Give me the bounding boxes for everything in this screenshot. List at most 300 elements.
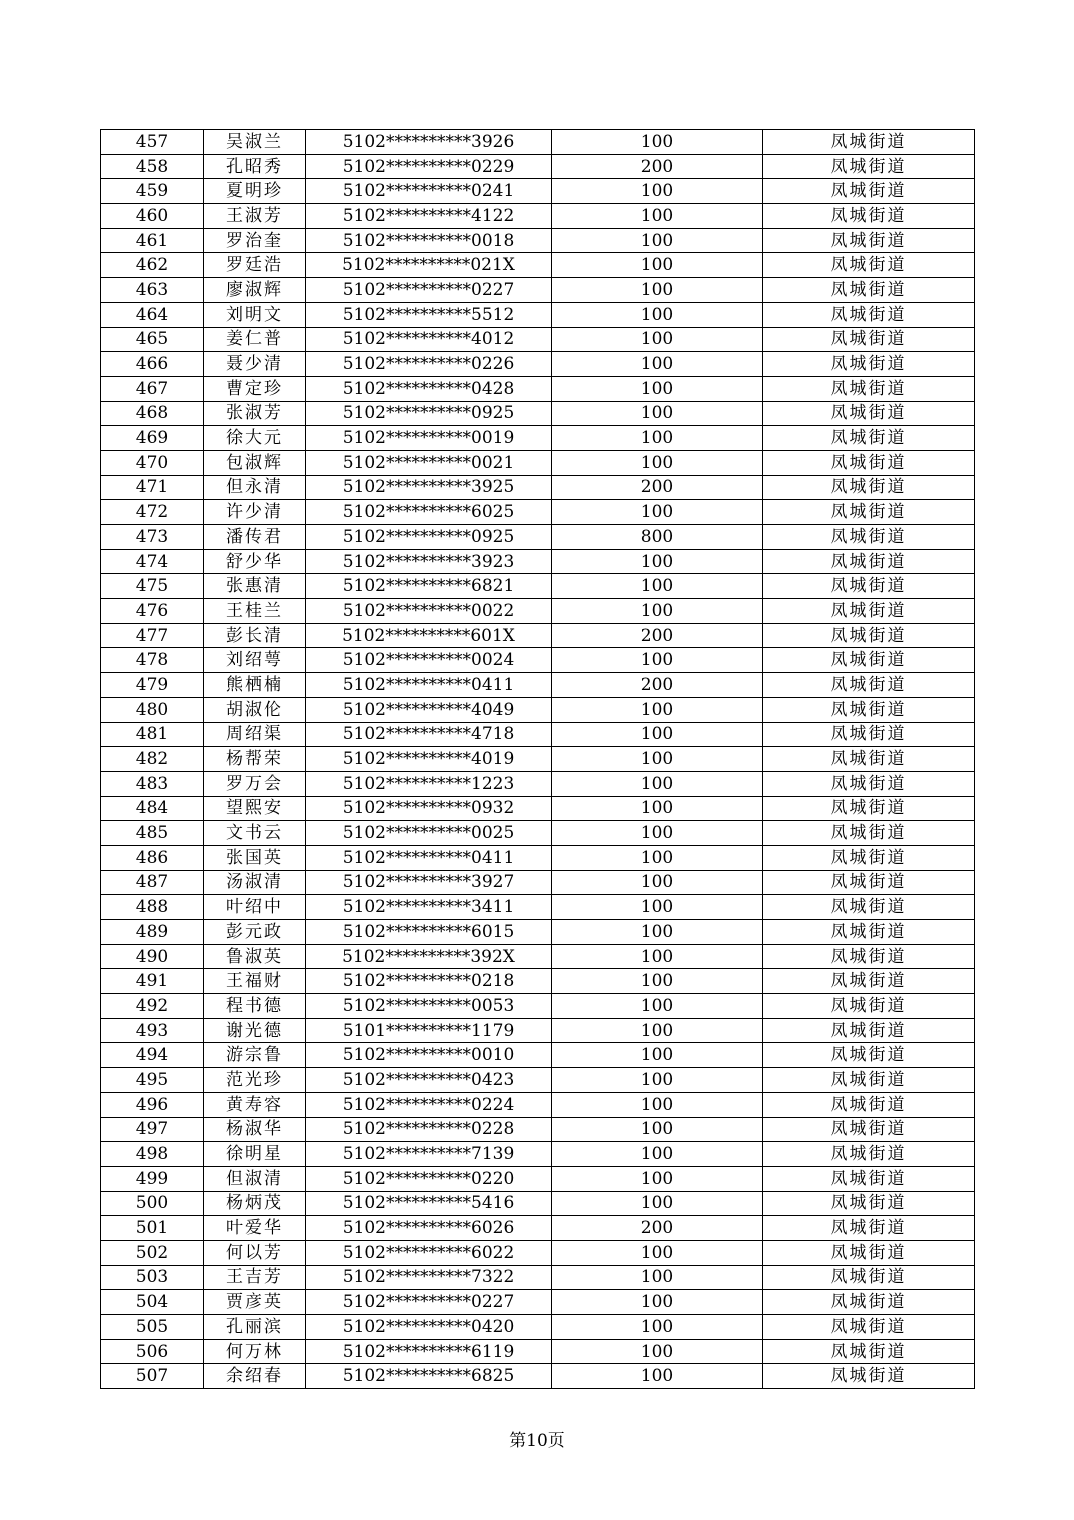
- table-row: [101, 648, 975, 673]
- amount-cell: 100: [552, 895, 763, 920]
- amount-cell: 100: [552, 1142, 763, 1167]
- amount-cell: 100: [552, 920, 763, 945]
- row-number-cell: 481: [101, 722, 204, 747]
- amount-cell: 100: [552, 722, 763, 747]
- id-number-cell: 5102**********601X: [306, 623, 552, 648]
- table-row: [101, 154, 975, 179]
- name-cell: 望熙安: [204, 796, 306, 821]
- street-cell: 凤城街道: [763, 525, 975, 550]
- street-cell: 凤城街道: [763, 401, 975, 426]
- name-cell: 张淑芳: [204, 401, 306, 426]
- name-cell: 曹定珍: [204, 376, 306, 401]
- name-cell: 吴淑兰: [204, 130, 306, 155]
- name-cell: 包淑辉: [204, 450, 306, 475]
- amount-cell: 200: [552, 475, 763, 500]
- row-number-cell: 505: [101, 1315, 204, 1340]
- id-number-cell: 5102**********6821: [306, 574, 552, 599]
- row-number-cell: 471: [101, 475, 204, 500]
- name-cell: 罗万会: [204, 771, 306, 796]
- table-row: [101, 130, 975, 155]
- row-number-cell: 497: [101, 1117, 204, 1142]
- row-number-cell: 460: [101, 204, 204, 229]
- id-number-cell: 5102**********0423: [306, 1068, 552, 1093]
- street-cell: 凤城街道: [763, 697, 975, 722]
- street-cell: 凤城街道: [763, 450, 975, 475]
- amount-cell: 100: [552, 599, 763, 624]
- amount-cell: 100: [552, 796, 763, 821]
- table-row: [101, 549, 975, 574]
- street-cell: 凤城街道: [763, 1290, 975, 1315]
- street-cell: 凤城街道: [763, 1043, 975, 1068]
- row-number-cell: 502: [101, 1240, 204, 1265]
- amount-cell: 100: [552, 747, 763, 772]
- amount-cell: 100: [552, 821, 763, 846]
- street-cell: 凤城街道: [763, 1166, 975, 1191]
- amount-cell: 200: [552, 623, 763, 648]
- table-row: [101, 599, 975, 624]
- name-cell: 谢光德: [204, 1018, 306, 1043]
- name-cell: 孔丽滨: [204, 1315, 306, 1340]
- row-number-cell: 492: [101, 994, 204, 1019]
- id-number-cell: 5102**********0226: [306, 352, 552, 377]
- table-row: [101, 994, 975, 1019]
- id-number-cell: 5102**********4718: [306, 722, 552, 747]
- id-number-cell: 5102**********3926: [306, 130, 552, 155]
- street-cell: 凤城街道: [763, 1068, 975, 1093]
- name-cell: 何以芳: [204, 1240, 306, 1265]
- id-number-cell: 5102**********0018: [306, 228, 552, 253]
- amount-cell: 100: [552, 1290, 763, 1315]
- id-number-cell: 5102**********4012: [306, 327, 552, 352]
- street-cell: 凤城街道: [763, 253, 975, 278]
- row-number-cell: 482: [101, 747, 204, 772]
- amount-cell: 100: [552, 426, 763, 451]
- table-row: [101, 278, 975, 303]
- amount-cell: 100: [552, 450, 763, 475]
- table-row: [101, 771, 975, 796]
- table-row: [101, 1240, 975, 1265]
- table-row: [101, 1339, 975, 1364]
- id-number-cell: 5102**********6025: [306, 500, 552, 525]
- name-cell: 但淑清: [204, 1166, 306, 1191]
- amount-cell: 100: [552, 549, 763, 574]
- row-number-cell: 463: [101, 278, 204, 303]
- table-row: [101, 525, 975, 550]
- amount-cell: 100: [552, 204, 763, 229]
- name-cell: 徐大元: [204, 426, 306, 451]
- id-number-cell: 5102**********0010: [306, 1043, 552, 1068]
- row-number-cell: 494: [101, 1043, 204, 1068]
- amount-cell: 100: [552, 130, 763, 155]
- id-number-cell: 5102**********0227: [306, 278, 552, 303]
- row-number-cell: 469: [101, 426, 204, 451]
- id-number-cell: 5102**********4049: [306, 697, 552, 722]
- id-number-cell: 5102**********5512: [306, 302, 552, 327]
- row-number-cell: 461: [101, 228, 204, 253]
- street-cell: 凤城街道: [763, 895, 975, 920]
- id-number-cell: 5102**********0228: [306, 1117, 552, 1142]
- table-row: [101, 673, 975, 698]
- row-number-cell: 479: [101, 673, 204, 698]
- street-cell: 凤城街道: [763, 352, 975, 377]
- id-number-cell: 5102**********0053: [306, 994, 552, 1019]
- amount-cell: 100: [552, 1265, 763, 1290]
- street-cell: 凤城街道: [763, 821, 975, 846]
- table-row: [101, 500, 975, 525]
- table-row: [101, 1315, 975, 1340]
- amount-cell: 100: [552, 845, 763, 870]
- row-number-cell: 459: [101, 179, 204, 204]
- table-row: [101, 327, 975, 352]
- name-cell: 张惠清: [204, 574, 306, 599]
- street-cell: 凤城街道: [763, 994, 975, 1019]
- table-row: [101, 1265, 975, 1290]
- id-number-cell: 5102**********0932: [306, 796, 552, 821]
- amount-cell: 200: [552, 1216, 763, 1241]
- table-row: [101, 1216, 975, 1241]
- street-cell: 凤城街道: [763, 426, 975, 451]
- row-number-cell: 462: [101, 253, 204, 278]
- amount-cell: 100: [552, 1191, 763, 1216]
- name-cell: 杨淑华: [204, 1117, 306, 1142]
- name-cell: 彭长清: [204, 623, 306, 648]
- row-number-cell: 466: [101, 352, 204, 377]
- name-cell: 孔昭秀: [204, 154, 306, 179]
- table-row: [101, 376, 975, 401]
- amount-cell: 200: [552, 673, 763, 698]
- amount-cell: 100: [552, 500, 763, 525]
- street-cell: 凤城街道: [763, 1364, 975, 1389]
- table-row: [101, 1068, 975, 1093]
- id-number-cell: 5102**********6022: [306, 1240, 552, 1265]
- row-number-cell: 496: [101, 1092, 204, 1117]
- name-cell: 叶爱华: [204, 1216, 306, 1241]
- row-number-cell: 473: [101, 525, 204, 550]
- id-number-cell: 5102**********0229: [306, 154, 552, 179]
- name-cell: 何万林: [204, 1339, 306, 1364]
- table-row: [101, 204, 975, 229]
- name-cell: 廖淑辉: [204, 278, 306, 303]
- name-cell: 王桂兰: [204, 599, 306, 624]
- row-number-cell: 476: [101, 599, 204, 624]
- table-row: [101, 697, 975, 722]
- row-number-cell: 507: [101, 1364, 204, 1389]
- id-number-cell: 5102**********0025: [306, 821, 552, 846]
- id-number-cell: 5102**********1223: [306, 771, 552, 796]
- row-number-cell: 487: [101, 870, 204, 895]
- id-number-cell: 5102**********0227: [306, 1290, 552, 1315]
- name-cell: 杨炳茂: [204, 1191, 306, 1216]
- amount-cell: 100: [552, 648, 763, 673]
- table-row: [101, 920, 975, 945]
- amount-cell: 100: [552, 944, 763, 969]
- row-number-cell: 483: [101, 771, 204, 796]
- name-cell: 刘绍萼: [204, 648, 306, 673]
- amount-cell: 100: [552, 179, 763, 204]
- name-cell: 王福财: [204, 969, 306, 994]
- table-row: [101, 722, 975, 747]
- name-cell: 潘传君: [204, 525, 306, 550]
- row-number-cell: 491: [101, 969, 204, 994]
- amount-cell: 100: [552, 1117, 763, 1142]
- street-cell: 凤城街道: [763, 969, 975, 994]
- street-cell: 凤城街道: [763, 179, 975, 204]
- name-cell: 胡淑伦: [204, 697, 306, 722]
- name-cell: 周绍渠: [204, 722, 306, 747]
- amount-cell: 100: [552, 969, 763, 994]
- amount-cell: 100: [552, 1166, 763, 1191]
- id-number-cell: 5102**********0925: [306, 401, 552, 426]
- row-number-cell: 500: [101, 1191, 204, 1216]
- table-row: [101, 845, 975, 870]
- name-cell: 杨帮荣: [204, 747, 306, 772]
- name-cell: 姜仁普: [204, 327, 306, 352]
- amount-cell: 100: [552, 1240, 763, 1265]
- amount-cell: 200: [552, 154, 763, 179]
- table-row: [101, 179, 975, 204]
- street-cell: 凤城街道: [763, 302, 975, 327]
- table-row: [101, 870, 975, 895]
- row-number-cell: 458: [101, 154, 204, 179]
- amount-cell: 100: [552, 278, 763, 303]
- page-number: 第10页: [509, 1431, 565, 1451]
- name-cell: 黄寿容: [204, 1092, 306, 1117]
- street-cell: 凤城街道: [763, 623, 975, 648]
- id-number-cell: 5102**********7322: [306, 1265, 552, 1290]
- name-cell: 叶绍中: [204, 895, 306, 920]
- amount-cell: 100: [552, 352, 763, 377]
- row-number-cell: 485: [101, 821, 204, 846]
- row-number-cell: 504: [101, 1290, 204, 1315]
- amount-cell: 100: [552, 253, 763, 278]
- row-number-cell: 474: [101, 549, 204, 574]
- row-number-cell: 484: [101, 796, 204, 821]
- table-row: [101, 302, 975, 327]
- amount-cell: 100: [552, 771, 763, 796]
- name-cell: 贾彦英: [204, 1290, 306, 1315]
- street-cell: 凤城街道: [763, 920, 975, 945]
- row-number-cell: 486: [101, 845, 204, 870]
- row-number-cell: 464: [101, 302, 204, 327]
- street-cell: 凤城街道: [763, 1265, 975, 1290]
- street-cell: 凤城街道: [763, 722, 975, 747]
- row-number-cell: 465: [101, 327, 204, 352]
- id-number-cell: 5102**********3411: [306, 895, 552, 920]
- street-cell: 凤城街道: [763, 376, 975, 401]
- amount-cell: 100: [552, 1364, 763, 1389]
- street-cell: 凤城街道: [763, 673, 975, 698]
- id-number-cell: 5102**********0019: [306, 426, 552, 451]
- name-cell: 王淑芳: [204, 204, 306, 229]
- id-number-cell: 5102**********0411: [306, 845, 552, 870]
- name-cell: 熊栖楠: [204, 673, 306, 698]
- id-number-cell: 5102**********0024: [306, 648, 552, 673]
- name-cell: 余绍春: [204, 1364, 306, 1389]
- id-number-cell: 5102**********6119: [306, 1339, 552, 1364]
- street-cell: 凤城街道: [763, 944, 975, 969]
- id-number-cell: 5102**********6026: [306, 1216, 552, 1241]
- id-number-cell: 5102**********0220: [306, 1166, 552, 1191]
- id-number-cell: 5102**********3925: [306, 475, 552, 500]
- table-row: [101, 228, 975, 253]
- street-cell: 凤城街道: [763, 327, 975, 352]
- street-cell: 凤城街道: [763, 870, 975, 895]
- row-number-cell: 477: [101, 623, 204, 648]
- table-row: [101, 475, 975, 500]
- id-number-cell: 5102**********4019: [306, 747, 552, 772]
- row-number-cell: 457: [101, 130, 204, 155]
- street-cell: 凤城街道: [763, 1339, 975, 1364]
- amount-cell: 100: [552, 327, 763, 352]
- street-cell: 凤城街道: [763, 154, 975, 179]
- row-number-cell: 493: [101, 1018, 204, 1043]
- name-cell: 文书云: [204, 821, 306, 846]
- name-cell: 罗廷浩: [204, 253, 306, 278]
- amount-cell: 100: [552, 574, 763, 599]
- row-number-cell: 490: [101, 944, 204, 969]
- table-row: [101, 623, 975, 648]
- name-cell: 汤淑清: [204, 870, 306, 895]
- amount-cell: 100: [552, 994, 763, 1019]
- row-number-cell: 472: [101, 500, 204, 525]
- row-number-cell: 495: [101, 1068, 204, 1093]
- roster-table-body: [101, 130, 975, 1389]
- table-row: [101, 1043, 975, 1068]
- id-number-cell: 5102**********4122: [306, 204, 552, 229]
- street-cell: 凤城街道: [763, 1315, 975, 1340]
- row-number-cell: 467: [101, 376, 204, 401]
- name-cell: 彭元政: [204, 920, 306, 945]
- id-number-cell: 5102**********0021: [306, 450, 552, 475]
- name-cell: 鲁淑英: [204, 944, 306, 969]
- street-cell: 凤城街道: [763, 549, 975, 574]
- table-row: [101, 796, 975, 821]
- row-number-cell: 480: [101, 697, 204, 722]
- name-cell: 程书德: [204, 994, 306, 1019]
- row-number-cell: 475: [101, 574, 204, 599]
- amount-cell: 100: [552, 1315, 763, 1340]
- id-number-cell: 5102**********7139: [306, 1142, 552, 1167]
- row-number-cell: 499: [101, 1166, 204, 1191]
- table-row: [101, 1191, 975, 1216]
- id-number-cell: 5102**********3923: [306, 549, 552, 574]
- name-cell: 但永清: [204, 475, 306, 500]
- amount-cell: 100: [552, 376, 763, 401]
- row-number-cell: 468: [101, 401, 204, 426]
- id-number-cell: 5102**********0925: [306, 525, 552, 550]
- street-cell: 凤城街道: [763, 1191, 975, 1216]
- id-number-cell: 5102**********0420: [306, 1315, 552, 1340]
- id-number-cell: 5102**********021X: [306, 253, 552, 278]
- row-number-cell: 478: [101, 648, 204, 673]
- street-cell: 凤城街道: [763, 475, 975, 500]
- name-cell: 聂少清: [204, 352, 306, 377]
- row-number-cell: 501: [101, 1216, 204, 1241]
- table-row: [101, 1092, 975, 1117]
- street-cell: 凤城街道: [763, 747, 975, 772]
- street-cell: 凤城街道: [763, 1117, 975, 1142]
- street-cell: 凤城街道: [763, 771, 975, 796]
- roster-table: [100, 129, 975, 1389]
- row-number-cell: 498: [101, 1142, 204, 1167]
- street-cell: 凤城街道: [763, 845, 975, 870]
- table-row: [101, 944, 975, 969]
- amount-cell: 100: [552, 302, 763, 327]
- id-number-cell: 5102**********0224: [306, 1092, 552, 1117]
- street-cell: 凤城街道: [763, 1018, 975, 1043]
- amount-cell: 100: [552, 1092, 763, 1117]
- table-row: [101, 821, 975, 846]
- id-number-cell: 5102**********0022: [306, 599, 552, 624]
- name-cell: 罗治奎: [204, 228, 306, 253]
- name-cell: 王吉芳: [204, 1265, 306, 1290]
- street-cell: 凤城街道: [763, 278, 975, 303]
- table-row: [101, 969, 975, 994]
- name-cell: 徐明星: [204, 1142, 306, 1167]
- amount-cell: 100: [552, 228, 763, 253]
- id-number-cell: 5101**********1179: [306, 1018, 552, 1043]
- street-cell: 凤城街道: [763, 1216, 975, 1241]
- table-row: [101, 352, 975, 377]
- amount-cell: 100: [552, 401, 763, 426]
- id-number-cell: 5102**********6015: [306, 920, 552, 945]
- table-row: [101, 1290, 975, 1315]
- row-number-cell: 489: [101, 920, 204, 945]
- table-row: [101, 1142, 975, 1167]
- table-row: [101, 426, 975, 451]
- name-cell: 许少清: [204, 500, 306, 525]
- amount-cell: 100: [552, 1043, 763, 1068]
- name-cell: 游宗鲁: [204, 1043, 306, 1068]
- street-cell: 凤城街道: [763, 599, 975, 624]
- street-cell: 凤城街道: [763, 500, 975, 525]
- amount-cell: 100: [552, 1068, 763, 1093]
- street-cell: 凤城街道: [763, 1142, 975, 1167]
- street-cell: 凤城街道: [763, 796, 975, 821]
- name-cell: 范光珍: [204, 1068, 306, 1093]
- table-row: [101, 1018, 975, 1043]
- table-row: [101, 1166, 975, 1191]
- table-row: [101, 895, 975, 920]
- table-row: [101, 574, 975, 599]
- table-row: [101, 1117, 975, 1142]
- id-number-cell: 5102**********5416: [306, 1191, 552, 1216]
- table-row: [101, 253, 975, 278]
- street-cell: 凤城街道: [763, 228, 975, 253]
- table-row: [101, 450, 975, 475]
- name-cell: 刘明文: [204, 302, 306, 327]
- street-cell: 凤城街道: [763, 204, 975, 229]
- id-number-cell: 5102**********3927: [306, 870, 552, 895]
- id-number-cell: 5102**********392X: [306, 944, 552, 969]
- amount-cell: 100: [552, 1339, 763, 1364]
- street-cell: 凤城街道: [763, 130, 975, 155]
- amount-cell: 100: [552, 697, 763, 722]
- id-number-cell: 5102**********0218: [306, 969, 552, 994]
- amount-cell: 100: [552, 870, 763, 895]
- table-row: [101, 401, 975, 426]
- name-cell: 舒少华: [204, 549, 306, 574]
- id-number-cell: 5102**********0241: [306, 179, 552, 204]
- row-number-cell: 488: [101, 895, 204, 920]
- table-row: [101, 747, 975, 772]
- id-number-cell: 5102**********0428: [306, 376, 552, 401]
- amount-cell: 800: [552, 525, 763, 550]
- street-cell: 凤城街道: [763, 1092, 975, 1117]
- name-cell: 夏明珍: [204, 179, 306, 204]
- street-cell: 凤城街道: [763, 648, 975, 673]
- id-number-cell: 5102**********6825: [306, 1364, 552, 1389]
